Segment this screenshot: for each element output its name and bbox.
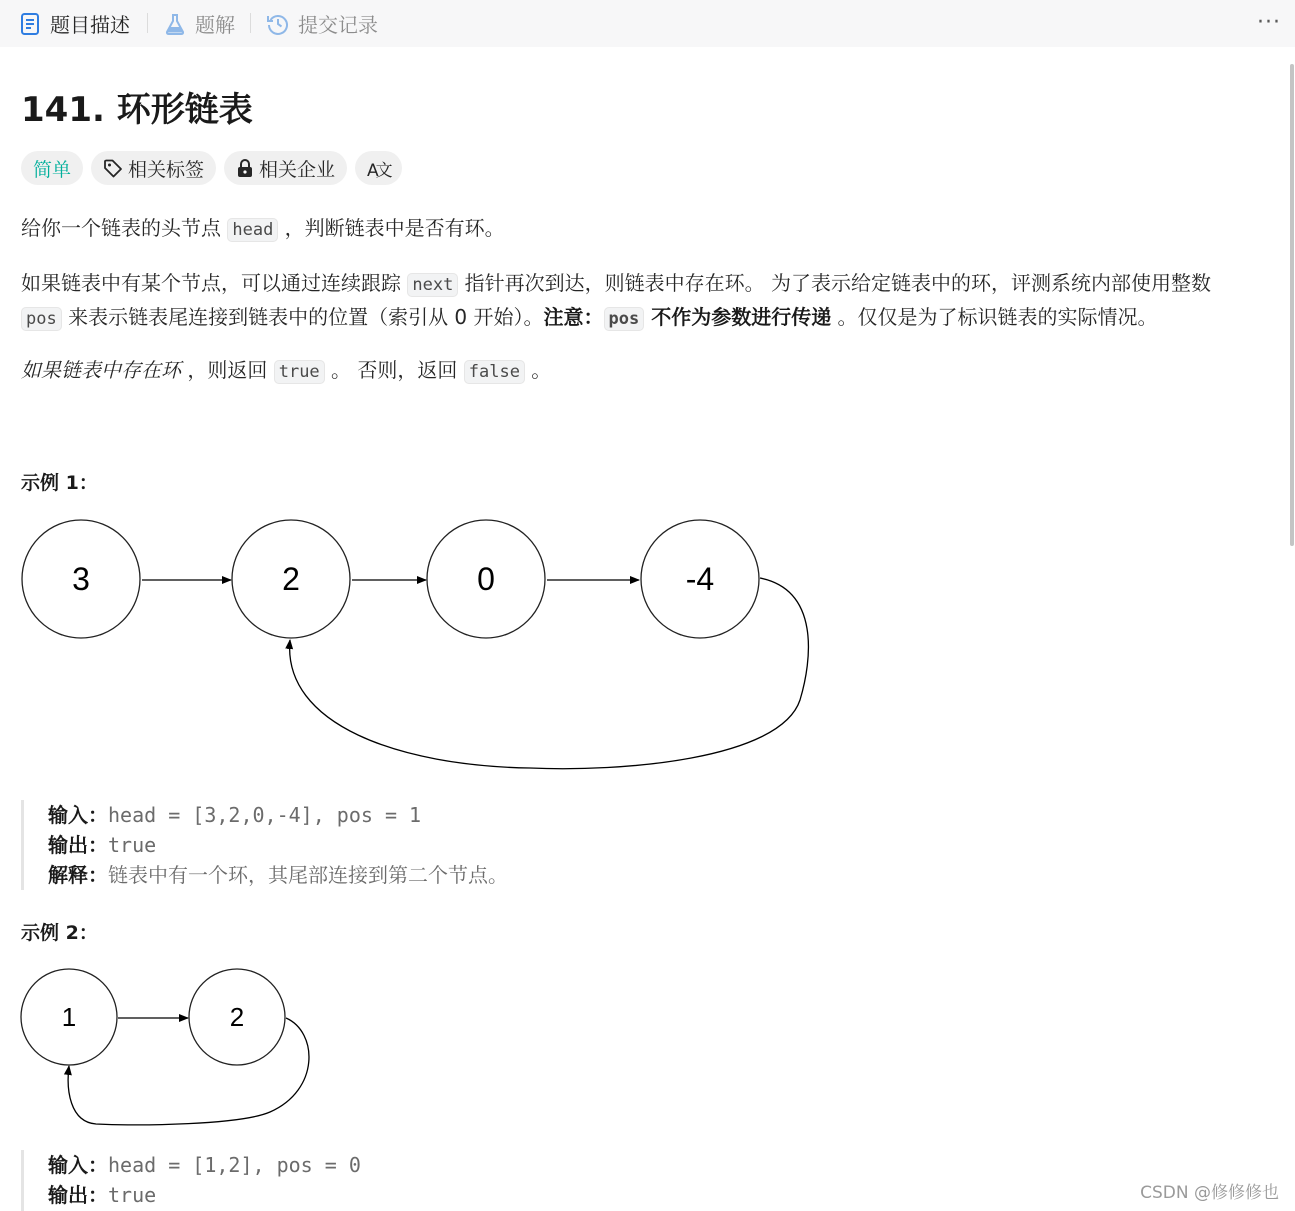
list-node: [189, 969, 285, 1065]
node-value: 2: [229, 1002, 245, 1032]
text: ，判断链表中是否有环。: [278, 216, 505, 240]
list-node: [22, 520, 140, 638]
paragraph-line: [21, 267, 1211, 301]
tab-submissions-label: 提交记录: [298, 13, 378, 37]
input-label: 输入：: [48, 803, 108, 827]
flask-icon: [163, 12, 187, 36]
text: ，则返回: [181, 358, 274, 382]
output-label: 输出：: [48, 1183, 108, 1207]
tab-submissions[interactable]: [266, 0, 378, 47]
lock-icon: [236, 158, 254, 178]
description-paragraph-3: [21, 354, 551, 388]
example-explain-line: [48, 860, 508, 890]
history-icon: [266, 12, 290, 36]
tab-divider: [147, 13, 148, 33]
more-options-icon[interactable]: ···: [1257, 10, 1281, 35]
node-value: 3: [72, 561, 90, 597]
node-value: 0: [477, 561, 495, 597]
tab-solutions-label: 题解: [195, 13, 235, 37]
italic-text: 如果链表中存在环: [21, 358, 181, 382]
text: 。 否则，返回: [324, 358, 464, 382]
inline-code: pos: [604, 307, 645, 331]
inline-code: true: [274, 360, 325, 384]
text: 。仅仅是为了标识链表的实际情况。: [831, 305, 1158, 329]
list-node: [21, 969, 117, 1065]
related-tags-button[interactable]: [91, 151, 216, 185]
inline-code: head: [227, 218, 278, 242]
related-tags-label: 相关标签: [128, 158, 205, 181]
scrollbar-thumb[interactable]: [1290, 64, 1294, 546]
example-1-diagram: [0, 510, 840, 780]
list-node: [232, 520, 350, 638]
output-label: 输出：: [48, 833, 108, 857]
problem-title: 141. 环形链表: [21, 90, 253, 130]
inline-code: pos: [21, 307, 62, 331]
text: 来表示链表尾连接到链表中的位置（索引从 0 开始）。: [61, 305, 544, 329]
example-2-io-block: [21, 1150, 361, 1211]
list-node: [427, 520, 545, 638]
inline-code: false: [464, 360, 525, 384]
input-label: 输入：: [48, 1153, 108, 1177]
node-value: -4: [685, 561, 715, 597]
output-value: true: [108, 833, 157, 857]
related-companies-label: 相关企业: [259, 158, 336, 181]
text: 指针再次到达，则链表中存在环。 为了表示给定链表中的环，评测系统内部使用整数: [458, 271, 1212, 295]
watermark: CSDN @修修修也: [1140, 1183, 1279, 1203]
example-1-io-block: [21, 800, 508, 890]
example-output-line: [48, 830, 508, 860]
example-input-line: [48, 1150, 361, 1180]
description-paragraph-1: [21, 212, 505, 246]
node-value: 1: [61, 1002, 77, 1032]
tab-description-label: 题目描述: [50, 13, 130, 37]
example-1-heading: 示例 1：: [21, 472, 98, 494]
document-icon: [18, 12, 42, 36]
difficulty-badge: 简单: [21, 151, 83, 185]
example-2-heading: 示例 2：: [21, 922, 98, 944]
tab-description[interactable]: [18, 0, 130, 47]
tab-bar: [0, 0, 1295, 47]
text: 给你一个链表的头节点: [21, 216, 228, 240]
translate-button[interactable]: [355, 151, 402, 185]
text: 如果链表中有某个节点，可以通过连续跟踪: [21, 271, 408, 295]
paragraph-line: [21, 301, 1211, 335]
tag-icon: [103, 158, 123, 178]
related-companies-button[interactable]: [224, 151, 347, 185]
example-input-line: [48, 800, 508, 830]
explain-value: 链表中有一个环，其尾部连接到第二个节点。: [108, 863, 508, 887]
problem-tags: [21, 151, 402, 185]
note-label: 注意：: [543, 305, 604, 329]
example-output-line: [48, 1180, 361, 1210]
tab-divider: [250, 13, 251, 33]
node-value: 2: [282, 561, 300, 597]
description-paragraph-2: [21, 267, 1211, 335]
translate-icon: A文: [367, 160, 390, 181]
inline-code: next: [407, 273, 458, 297]
tab-solutions[interactable]: [163, 0, 235, 47]
example-2-diagram: [0, 960, 340, 1140]
input-value: head = [1,2], pos = 0: [108, 1153, 361, 1177]
output-value: true: [108, 1183, 157, 1207]
explain-label: 解释：: [48, 863, 108, 887]
input-value: head = [3,2,0,-4], pos = 1: [108, 803, 422, 827]
list-node: [641, 520, 759, 638]
note-bold-text: 不作为参数进行传递: [644, 305, 832, 329]
text: 。: [524, 358, 552, 382]
